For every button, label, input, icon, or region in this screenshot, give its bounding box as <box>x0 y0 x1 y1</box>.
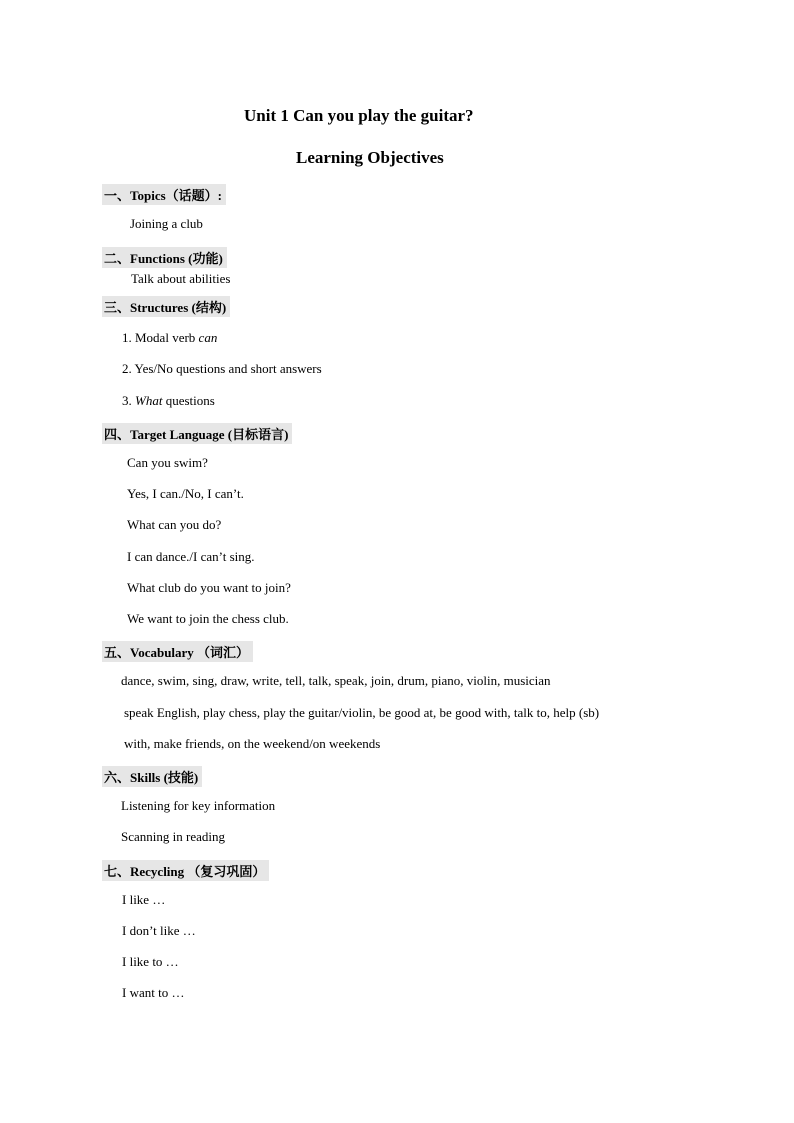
page-subtitle: Learning Objectives <box>296 148 444 167</box>
structures-item: 3. What questions <box>122 393 215 408</box>
recycling-item: I want to … <box>122 985 185 1000</box>
vocabulary-item: with, make friends, on the weekend/on weekends <box>124 736 381 751</box>
topics-item: Joining a club <box>130 216 203 231</box>
target-item: What club do you want to join? <box>127 580 291 595</box>
heading-target-language: 四、Target Language (目标语言) <box>102 423 292 444</box>
heading-vocabulary: 五、Vocabulary （词汇） <box>102 641 253 662</box>
skills-item: Listening for key information <box>121 798 276 813</box>
vocabulary-item: speak English, play chess, play the guitar/violin, be good at, be good with, talk to, help (sb) <box>124 705 600 720</box>
target-item: I can dance./I can’t sing. <box>127 549 255 564</box>
heading-topics: 一、Topics（话题）: <box>102 184 226 205</box>
structures-item: 2. Yes/No questions and short answers <box>122 361 322 376</box>
recycling-item: I don’t like … <box>122 923 196 938</box>
heading-recycling: 七、Recycling （复习巩固） <box>102 860 269 881</box>
recycling-item: I like … <box>122 892 166 907</box>
structures-item: 1. Modal verb can <box>122 330 218 345</box>
vocabulary-item: dance, swim, sing, draw, write, tell, talk, speak, join, drum, piano, violin, musician <box>121 673 551 688</box>
target-item: What can you do? <box>127 517 222 532</box>
heading-structures: 三、Structures (结构) <box>102 296 230 317</box>
target-item: Yes, I can./No, I can’t. <box>127 486 244 501</box>
target-item: Can you swim? <box>127 455 208 470</box>
skills-item: Scanning in reading <box>121 829 225 844</box>
heading-skills: 六、Skills (技能) <box>102 766 202 787</box>
recycling-item: I like to … <box>122 954 179 969</box>
target-item: We want to join the chess club. <box>127 611 289 626</box>
heading-functions: 二、Functions (功能) <box>102 247 227 268</box>
functions-item: Talk about abilities <box>131 271 231 286</box>
page-title: Unit 1 Can you play the guitar? <box>244 106 474 125</box>
